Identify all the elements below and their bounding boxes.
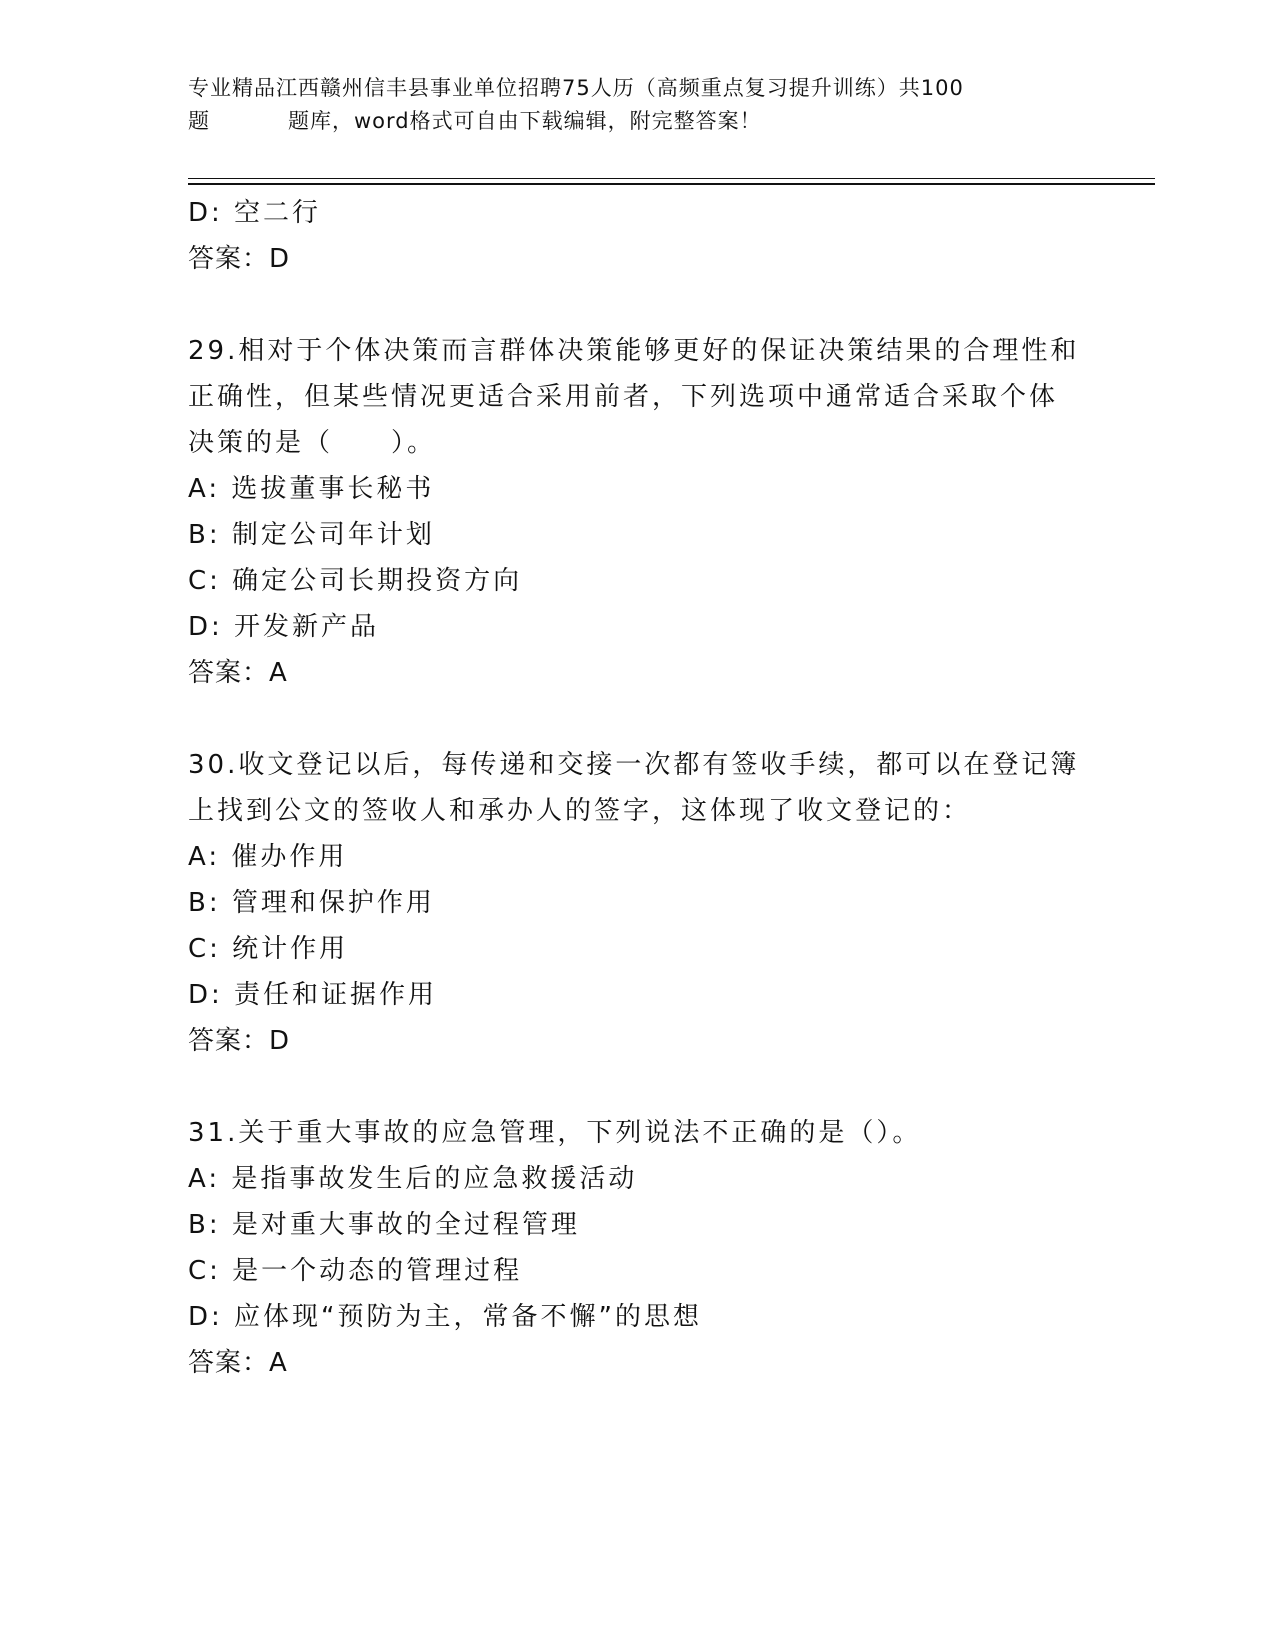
question-29-option-d: D: 开发新产品 [188, 612, 380, 642]
page-header [188, 72, 1088, 138]
header-title-line-2-head: 题 [188, 109, 210, 133]
question-31-option-d: D: 应体现“预防为主，常备不懈”的思想 [188, 1302, 702, 1332]
header-title-line-1: 专业精品江西赣州信丰县事业单位招聘75人历（高频重点复习提升训练）共100 [188, 76, 964, 100]
question-29-text-line-3: 决策的是（ ）。 [188, 428, 437, 458]
question-30-text-line-2: 上找到公文的签收人和承办人的签字，这体现了收文登记的： [188, 796, 972, 826]
question-29-answer: 答案：A [188, 658, 288, 688]
question-29-option-c: C: 确定公司长期投资方向 [188, 566, 523, 596]
question-31-option-a: A: 是指事故发生后的应急救援活动 [188, 1164, 638, 1194]
question-30-option-d: D: 责任和证据作用 [188, 980, 438, 1010]
header-divider-thin [188, 178, 1155, 179]
spacer [188, 696, 1088, 742]
header-title-line-2-tail: 题库，word格式可自由下载编辑，附完整答案！ [288, 109, 762, 133]
question-30-option-c: C: 统计作用 [188, 934, 349, 964]
question-31-answer: 答案：A [188, 1348, 288, 1378]
spacer [188, 282, 1088, 328]
question-30-text-line-1: 30.收文登记以后，每传递和交接一次都有签收手续，都可以在登记簿 [188, 750, 1080, 780]
question-29-option-a: A: 选拔董事长秘书 [188, 474, 435, 504]
question-29-text-line-2: 正确性，但某些情况更适合采用前者，下列选项中通常适合采取个体 [188, 382, 1059, 412]
question-30-answer: 答案：D [188, 1026, 291, 1056]
question-29 [188, 328, 1088, 696]
spacer [188, 1064, 1088, 1110]
question-29-text-line-1: 29.相对于个体决策而言群体决策能够更好的保证决策结果的合理性和 [188, 336, 1080, 366]
previous-question-option-d: D: 空二行 [188, 198, 322, 228]
header-title-line-2 [188, 105, 1088, 138]
question-29-option-b: B: 制定公司年计划 [188, 520, 435, 550]
question-31 [188, 1110, 1088, 1386]
question-30-option-b: B: 管理和保护作用 [188, 888, 435, 918]
question-31-option-b: B: 是对重大事故的全过程管理 [188, 1210, 580, 1240]
question-31-text-line-1: 31.关于重大事故的应急管理，下列说法不正确的是（）。 [188, 1118, 922, 1148]
question-30 [188, 742, 1088, 1064]
header-divider-thick [188, 183, 1155, 185]
question-31-option-c: C: 是一个动态的管理过程 [188, 1256, 523, 1286]
question-content [188, 190, 1088, 1386]
question-30-option-a: A: 催办作用 [188, 842, 348, 872]
previous-question-answer: 答案：D [188, 244, 291, 274]
